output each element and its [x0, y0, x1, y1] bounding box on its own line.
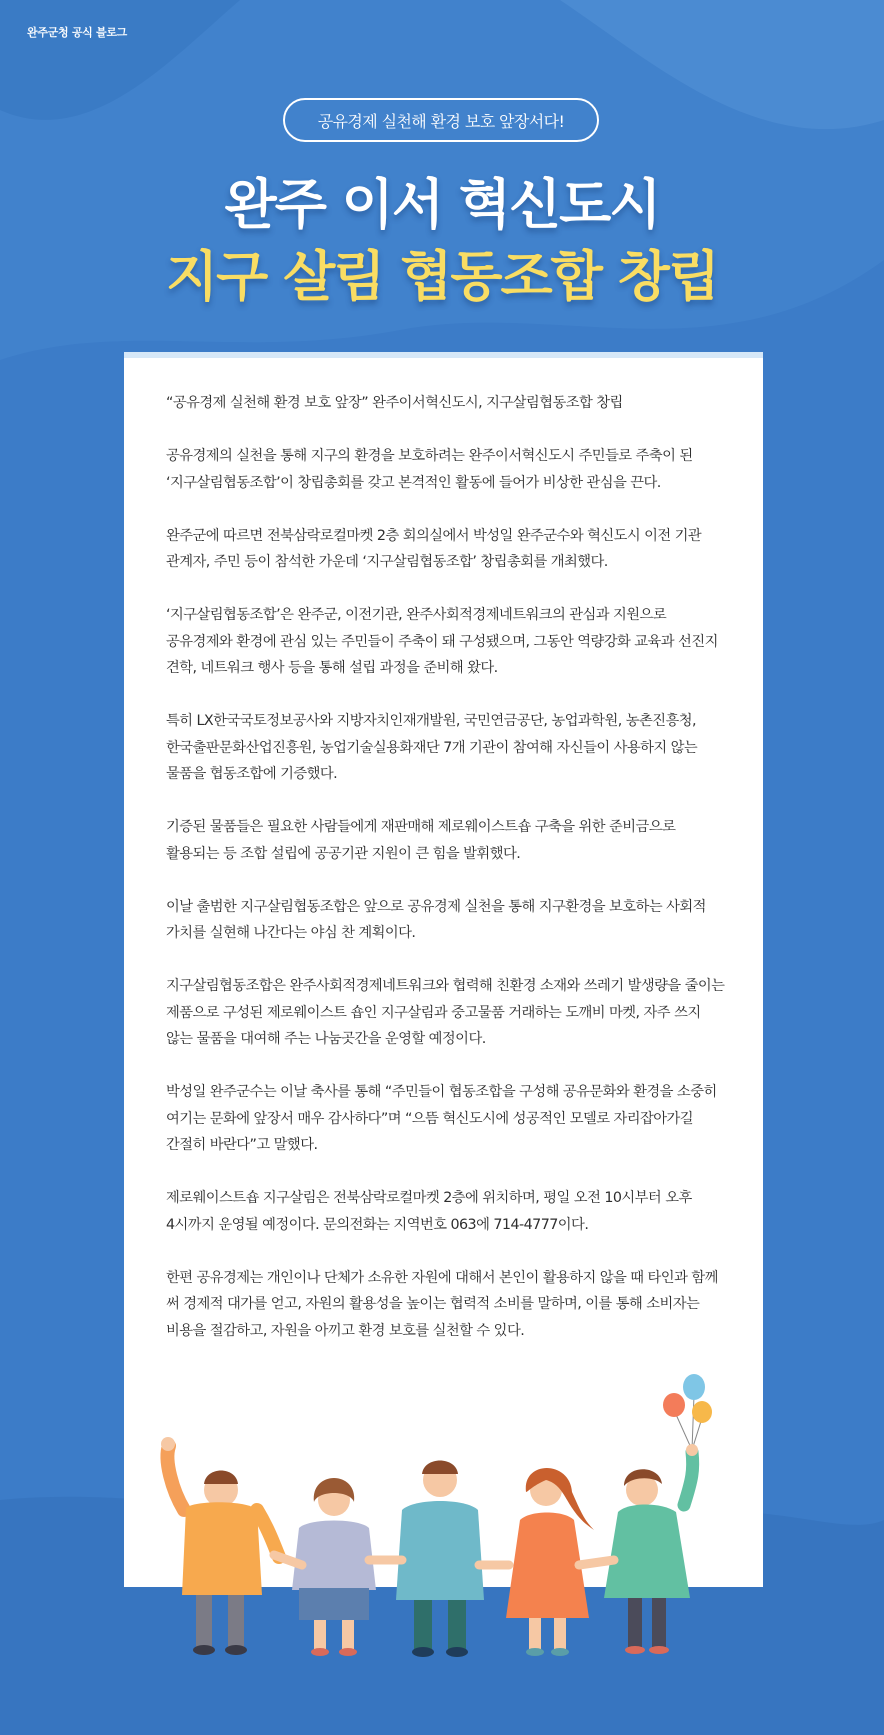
article-paragraph: 제로웨이스트숍 지구살림은 전북삼락로컬마켓 2층에 위치하며, 평일 오전 10시부터 오후 4시까지 운영될 예정이다. 문의전화는 지역번호 063에 714-4777이다. — [166, 1190, 692, 1233]
article-paragraph: 기증된 물품들은 필요한 사람들에게 재판매해 제로웨이스트숍 구축을 위한 준비금으로 활용되는 등 조합 설립에 공공기관 지원이 큰 힘을 발휘했다. — [166, 819, 676, 862]
article-paragraph: “공유경제 실천해 환경 보호 앞장” 완주이서혁신도시, 지구살림협동조합 창립 — [166, 395, 623, 411]
article-paragraph: 박성일 완주군수는 이날 축사를 통해 “주민들이 협동조합을 구성해 공유문화와 환경을 소중히 여기는 문화에 앞장서 매우 감사하다”며 “으뜸 혁신도시에 성공적인 모델로 자리잡아가길 간절히 바란다”고 말했다. — [166, 1084, 717, 1153]
article-paragraph: 공유경제의 실천을 통해 지구의 환경을 보호하려는 완주이서혁신도시 주민들로 주축이 된 ‘지구살림협동조합’이 창립총회를 갖고 본격적인 활동에 들어가 비상한 관심을 끈다. — [166, 448, 693, 491]
subtitle-pill — [283, 98, 599, 142]
article-body — [166, 390, 726, 1371]
page-title-line2: 지구 살림 협동조합 창립 — [165, 245, 719, 308]
person-orange-sweater — [161, 1437, 279, 1655]
page-title-line1: 완주 이서 혁신도시 — [224, 173, 660, 236]
subtitle-pill-text: 공유경제 실천해 환경 보호 앞장서다! — [317, 111, 565, 131]
article-paragraph: 지구살림협동조합은 완주사회적경제네트워크와 협력해 친환경 소재와 쓰레기 발생량을 줄이는 제품으로 구성된 제로웨이스트 숍인 지구살림과 중고물품 거래하는 도깨비 마켓, 자주 쓰지 않는 물품을 대여해 주는 나눔곳간을 운영할 예정이다. — [166, 978, 725, 1047]
person-teal-sweater — [396, 1461, 484, 1658]
article-paragraph: 한편 공유경제는 개인이나 단체가 소유한 자원에 대해서 본인이 활용하지 않을 때 타인과 함께 써 경제적 대가를 얻고, 자원의 활용성을 높이는 협력적 소비를 말하며, 이를 통해 소비자는 비용을 절감하고, 자원을 아끼고 환경 보호를 실천할 수 있다. — [166, 1269, 718, 1339]
article-paragraph: 특히 LX한국국토정보공사와 지방자치인재개발원, 국민연금공단, 농업과학원, 농촌진흥청, 한국출판문화산업진흥원, 농업기술실용화재단 7개 기관이 참여해 자신들이 사용하지 않는 물품을 협동조합에 기증했다. — [166, 713, 698, 782]
people-holding-hands-illustration — [124, 1360, 763, 1670]
balloons-icon — [663, 1374, 712, 1450]
article-paragraph: ‘지구살림협동조합’은 완주군, 이전기관, 완주사회적경제네트워크의 관심과 지원으로 공유경제와 환경에 관심 있는 주민들이 주축이 돼 구성됐으며, 그동안 역량강화 교육과 선진지 견학, 네트워크 행사 등을 통해 설립 과정을 준비해 왔다. — [166, 607, 718, 676]
person-green-dress — [604, 1444, 698, 1654]
article-paragraph: 이날 출범한 지구살림협동조합은 앞으로 공유경제 실천을 통해 지구환경을 보호하는 사회적 가치를 실현해 나간다는 야심 찬 계획이다. — [166, 898, 706, 941]
article-paragraph: 완주군에 따르면 전북삼락로컬마켓 2층 회의실에서 박성일 완주군수와 혁신도시 이전 기관 관계자, 주민 등이 참석한 가운데 ‘지구살림협동조합’ 창립총회를 개최했다. — [166, 527, 702, 570]
blog-label: 완주군청 공식 블로그 — [27, 26, 127, 39]
